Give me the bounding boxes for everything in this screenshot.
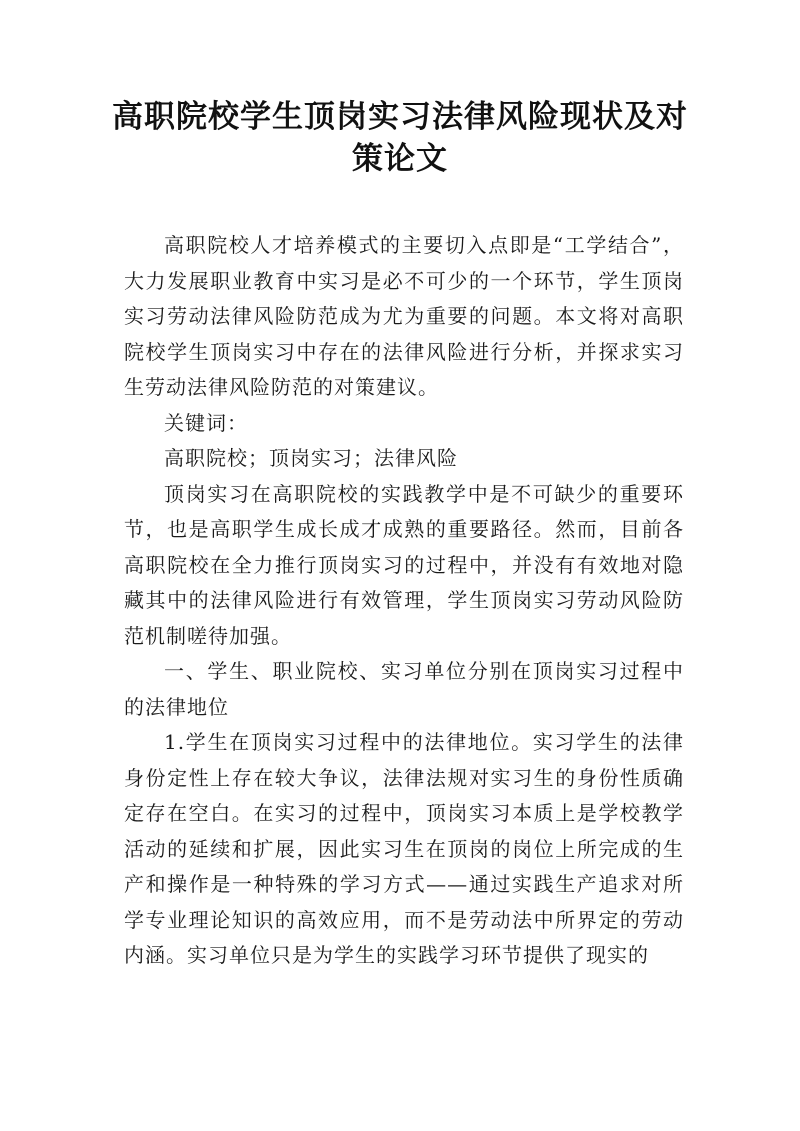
intro-paragraph: 顶岗实习在高职院校的实践教学中是不可缺少的重要环节，也是高职学生成长成才成熟的重要路径。然而，目前各高职院校在全力推行顶岗实习的过程中，并没有有效地对隐藏其中的法律风险进行有效管理，学生顶岗实习劳动风险防范机制嗟待加强。 bbox=[124, 481, 684, 648]
abstract-paragraph: 高职院校人才培养模式的主要切入点即是“工学结合”，大力发展职业教育中实习是必不可少的一个环节，学生顶岗实习劳动法律风险防范成为尤为重要的问题。本文将对高职院校学生顶岗实习中存在的法律风险进行分析，并探求实习生劳动法律风险防范的对策建议。 bbox=[124, 233, 684, 399]
keywords-label: 关键词： bbox=[164, 410, 248, 435]
title-line-1: 高职院校学生顶岗实习法律风险现状及对 bbox=[112, 99, 688, 135]
section-heading-1: 一、学生、职业院校、实习单位分别在顶岗实习过程中的法律地位 bbox=[124, 659, 684, 719]
document-title bbox=[100, 96, 700, 180]
document-body bbox=[124, 228, 684, 974]
body-paragraph-1: 1.学生在顶岗实习过程中的法律地位。实习学生的法律身份定性上存在较大争议，法律法规对实习生的身份性质确定存在空白。在实习的过程中，顶岗实习本质上是学校教学活动的延续和扩展，因此实习生在顶岗的岗位上所完成的生产和操作是一种特殊的学习方式——通过实践生产追求对所学专业理论知识的高效应用，而不是劳动法中所界定的劳动内涵。实习单位只是为学生的实践学习环节提供了现实的 bbox=[124, 730, 684, 967]
title-line-2: 策论文 bbox=[352, 141, 448, 177]
keywords-list: 高职院校；顶岗实习；法律风险 bbox=[164, 446, 458, 470]
